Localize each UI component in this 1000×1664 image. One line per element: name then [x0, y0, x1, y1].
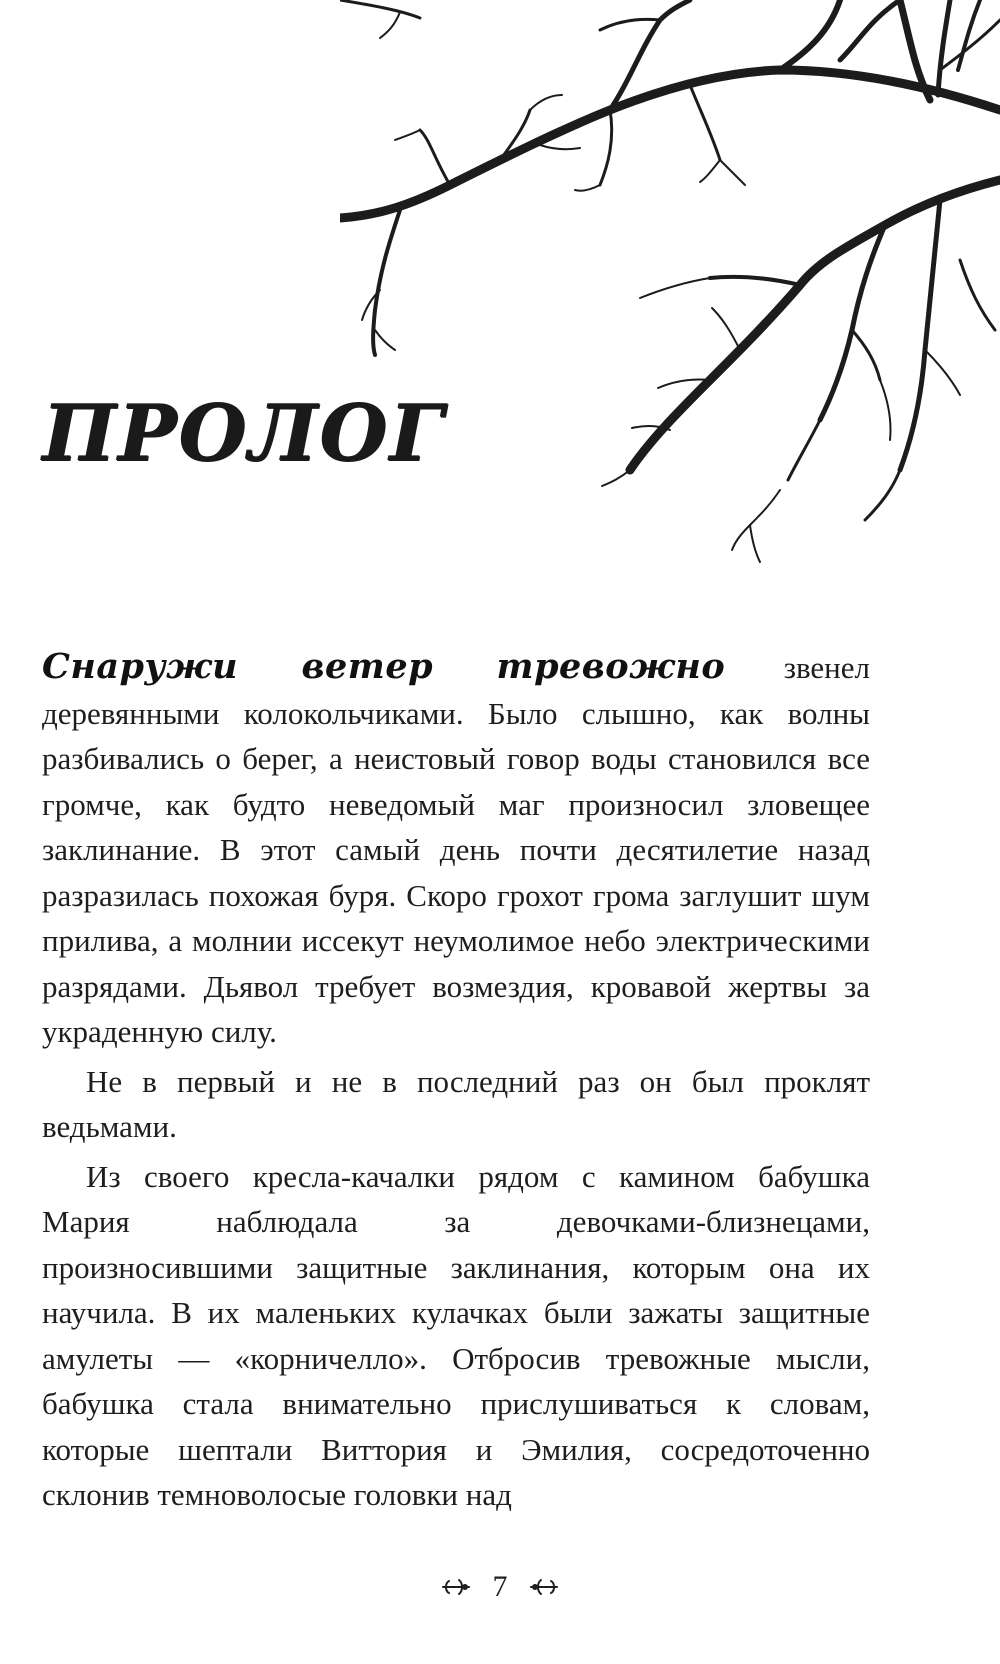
paragraph-1-text: звенел деревянными колокольчиками. Было слышно, как волны разбивались о берег, а неистовый говор воды становился все громче, как будто неведомый маг произносил зловещее заклинание. В этот самый день почти десятилетие назад разразилась похожая буря. Скоро грохот грома заглушит шум прилива, а молнии иссекут неумолимое небо электрическими разрядами. Дьявол требует возмездия, кровавой жертвы за украденную силу. — [42, 650, 870, 1049]
ornament-left-icon — [441, 1577, 471, 1597]
chapter-title: ПРОЛОГ — [42, 388, 446, 479]
chapter-body — [42, 644, 870, 1522]
lead-in-text: Снаружи ветер тревожно — [42, 646, 726, 687]
paragraph-1 — [42, 644, 870, 1055]
tree-branch-icon — [340, 0, 1000, 580]
ornament-right-icon — [529, 1577, 559, 1597]
page-footer — [0, 1568, 1000, 1604]
page-number: 7 — [492, 1570, 508, 1604]
paragraph-3: Из своего кресла-качалки рядом с камином бабушка Мария наблюдала за девочками-близнецами, произносившими защитные заклинания, которым она их научила. В их маленьких кулачках были зажаты защитные амулеты — «корничелло». Отбросив тревожные мысли, бабушка стала внимательно прислушиваться к словам, которые шептали Виттория и Эмилия, сосредоточенно склонив темноволосые головки над — [42, 1158, 870, 1512]
paragraph-2: Не в первый и не в последний раз он был проклят ведьмами. — [42, 1063, 870, 1144]
